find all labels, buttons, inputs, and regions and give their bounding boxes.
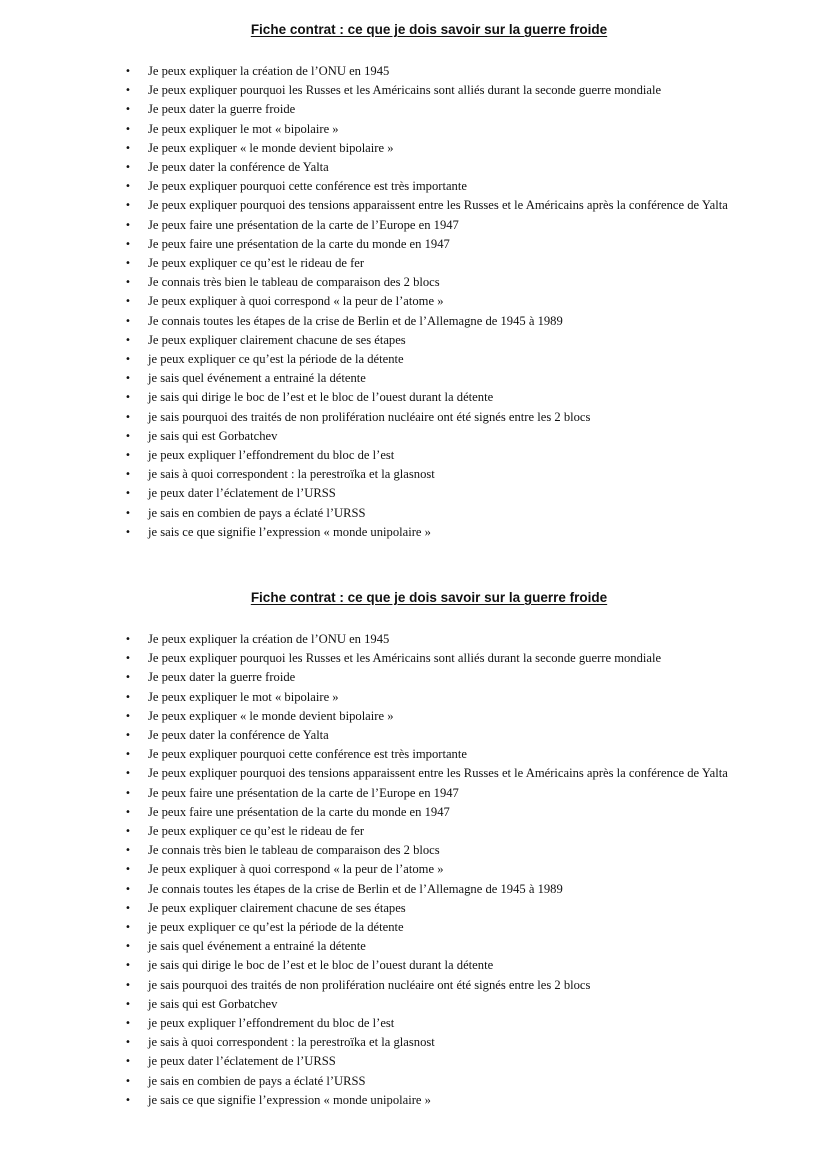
bullet-icon: • bbox=[125, 200, 131, 212]
checklist-item-text: je sais en combien de pays a éclaté l’URSS bbox=[148, 505, 366, 520]
checklist-item-text: je peux dater l’éclatement de l’URSS bbox=[148, 1054, 336, 1069]
checklist-item bbox=[0, 350, 828, 369]
bullet-icon: • bbox=[125, 469, 131, 481]
checklist-item bbox=[0, 312, 828, 331]
checklist-item-text: je sais ce que signifie l’expression « monde unipolaire » bbox=[148, 524, 431, 539]
checklist-item bbox=[0, 465, 828, 484]
checklist-item-text: je sais à quoi correspondent : la perestroïka et la glasnost bbox=[148, 467, 435, 482]
checklist-item-text: Je peux expliquer pourquoi cette conférence est très importante bbox=[148, 747, 467, 762]
checklist-item-text: Je peux expliquer pourquoi les Russes et les Américains sont alliés durant la seconde guerre mondiale bbox=[148, 83, 662, 98]
checklist bbox=[0, 630, 828, 1110]
checklist-item bbox=[0, 254, 828, 273]
checklist-item-text: je sais qui est Gorbatchev bbox=[148, 996, 278, 1011]
checklist-item-text: Je connais toutes les étapes de la crise de Berlin et de l’Allemagne de 1945 à 1989 bbox=[148, 881, 563, 896]
bullet-icon: • bbox=[125, 507, 131, 519]
checklist-item bbox=[0, 1014, 828, 1033]
checklist-item-text: je sais ce que signifie l’expression « monde unipolaire » bbox=[148, 1092, 431, 1107]
checklist-item bbox=[0, 120, 828, 139]
bullet-icon: • bbox=[125, 104, 131, 116]
bullet-icon: • bbox=[125, 998, 131, 1010]
checklist-item-text: je sais qui dirige le boc de l’est et le bloc de l’ouest durant la détente bbox=[148, 390, 494, 405]
checklist-item bbox=[0, 100, 828, 119]
checklist-item bbox=[0, 880, 828, 899]
bullet-icon: • bbox=[125, 1094, 131, 1106]
contract-sheet-2 bbox=[0, 586, 828, 1107]
bullet-icon: • bbox=[125, 430, 131, 442]
bullet-icon: • bbox=[125, 162, 131, 174]
checklist-item bbox=[0, 523, 828, 542]
checklist-item bbox=[0, 273, 828, 292]
checklist-item bbox=[0, 784, 828, 803]
bullet-icon: • bbox=[125, 672, 131, 684]
checklist-item-text: je sais pourquoi des traités de non prolifération nucléaire ont été signés entre les 2 blocs bbox=[148, 977, 591, 992]
checklist-item-text: je peux expliquer ce qu’est la période de la détente bbox=[148, 920, 404, 935]
checklist-item bbox=[0, 388, 828, 407]
checklist-item-text: Je peux expliquer pourquoi des tensions apparaissent entre les Russes et le Américains après la conférence de Yalta bbox=[148, 766, 728, 781]
checklist-item bbox=[0, 1091, 828, 1110]
checklist-item bbox=[0, 1052, 828, 1071]
checklist-item bbox=[0, 446, 828, 465]
checklist-item bbox=[0, 139, 828, 158]
bullet-icon: • bbox=[125, 1075, 131, 1087]
checklist-item-text: Je peux faire une présentation de la carte du monde en 1947 bbox=[148, 804, 450, 819]
checklist-item-text: Je peux expliquer le mot « bipolaire » bbox=[148, 121, 339, 136]
bullet-icon: • bbox=[125, 411, 131, 423]
checklist-item bbox=[0, 668, 828, 687]
checklist-item bbox=[0, 995, 828, 1014]
checklist-item bbox=[0, 688, 828, 707]
checklist-item bbox=[0, 504, 828, 523]
checklist-item-text: Je peux expliquer ce qu’est le rideau de fer bbox=[148, 256, 365, 271]
checklist-item-text: Je peux faire une présentation de la carte du monde en 1947 bbox=[148, 236, 450, 251]
bullet-icon: • bbox=[125, 960, 131, 972]
checklist-item bbox=[0, 216, 828, 235]
checklist-item-text: je sais quel événement a entrainé la détente bbox=[148, 371, 366, 386]
bullet-icon: • bbox=[125, 354, 131, 366]
bullet-icon: • bbox=[125, 864, 131, 876]
checklist-item-text: Je peux expliquer « le monde devient bipolaire » bbox=[148, 140, 394, 155]
checklist-item-text: Je peux expliquer le mot « bipolaire » bbox=[148, 689, 339, 704]
checklist-item bbox=[0, 427, 828, 446]
checklist-item bbox=[0, 937, 828, 956]
bullet-icon: • bbox=[125, 787, 131, 799]
bullet-icon: • bbox=[125, 979, 131, 991]
checklist-item bbox=[0, 918, 828, 937]
checklist-item bbox=[0, 956, 828, 975]
bullet-icon: • bbox=[125, 142, 131, 154]
bullet-icon: • bbox=[125, 768, 131, 780]
bullet-icon: • bbox=[125, 66, 131, 77]
contract-sheet-1 bbox=[0, 18, 828, 539]
sheet-title: Fiche contrat : ce que je dois savoir sur la guerre froide bbox=[250, 22, 608, 37]
checklist-item bbox=[0, 860, 828, 879]
checklist-item bbox=[0, 292, 828, 311]
bullet-icon: • bbox=[125, 123, 131, 135]
bullet-icon: • bbox=[125, 922, 131, 934]
checklist-item-text: Je connais très bien le tableau de comparaison des 2 blocs bbox=[148, 275, 440, 290]
bullet-icon: • bbox=[125, 450, 131, 462]
checklist-item-text: Je peux expliquer pourquoi des tensions apparaissent entre les Russes et le Américains après la conférence de Yalta bbox=[148, 198, 728, 213]
bullet-icon: • bbox=[125, 181, 131, 193]
checklist-item-text: je sais en combien de pays a éclaté l’URSS bbox=[148, 1073, 366, 1088]
checklist-item bbox=[0, 976, 828, 995]
checklist-item-text: Je peux expliquer clairement chacune de ses étapes bbox=[148, 900, 406, 915]
checklist-item bbox=[0, 726, 828, 745]
bullet-icon: • bbox=[125, 315, 131, 327]
checklist-item bbox=[0, 630, 828, 649]
checklist-item-text: Je peux expliquer la création de l’ONU en 1945 bbox=[148, 632, 390, 646]
bullet-icon: • bbox=[125, 749, 131, 761]
bullet-icon: • bbox=[125, 941, 131, 953]
bullet-icon: • bbox=[125, 258, 131, 270]
checklist-item-text: Je peux dater la conférence de Yalta bbox=[148, 160, 329, 175]
bullet-icon: • bbox=[125, 653, 131, 665]
checklist-item bbox=[0, 408, 828, 427]
checklist-item-text: je peux expliquer l’effondrement du bloc de l’est bbox=[148, 448, 395, 463]
checklist-item-text: Je peux faire une présentation de la carte de l’Europe en 1947 bbox=[148, 217, 459, 232]
checklist-item-text: Je peux expliquer à quoi correspond « la peur de l’atome » bbox=[148, 294, 444, 309]
checklist bbox=[0, 62, 828, 542]
checklist-item-text: Je peux expliquer pourquoi les Russes et les Américains sont alliés durant la seconde guerre mondiale bbox=[148, 651, 662, 666]
checklist-item-text: je sais qui est Gorbatchev bbox=[148, 428, 278, 443]
checklist-item-text: Je peux expliquer la création de l’ONU en 1945 bbox=[148, 64, 390, 78]
checklist-item-text: je sais pourquoi des traités de non prolifération nucléaire ont été signés entre les 2 blocs bbox=[148, 409, 591, 424]
checklist-item bbox=[0, 331, 828, 350]
bullet-icon: • bbox=[125, 902, 131, 914]
bullet-icon: • bbox=[125, 85, 131, 97]
checklist-item bbox=[0, 803, 828, 822]
checklist-item-text: Je peux expliquer ce qu’est le rideau de fer bbox=[148, 824, 365, 839]
checklist-item-text: je peux dater l’éclatement de l’URSS bbox=[148, 486, 336, 501]
checklist-item-text: Je connais toutes les étapes de la crise de Berlin et de l’Allemagne de 1945 à 1989 bbox=[148, 313, 563, 328]
bullet-icon: • bbox=[125, 277, 131, 289]
bullet-icon: • bbox=[125, 488, 131, 500]
checklist-item bbox=[0, 484, 828, 503]
checklist-item-text: Je peux expliquer clairement chacune de ses étapes bbox=[148, 332, 406, 347]
checklist-item-text: Je peux expliquer à quoi correspond « la peur de l’atome » bbox=[148, 862, 444, 877]
checklist-item-text: je sais qui dirige le boc de l’est et le bloc de l’ouest durant la détente bbox=[148, 958, 494, 973]
bullet-icon: • bbox=[125, 373, 131, 385]
bullet-icon: • bbox=[125, 806, 131, 818]
checklist-item bbox=[0, 707, 828, 726]
bullet-icon: • bbox=[125, 219, 131, 231]
checklist-item bbox=[0, 841, 828, 860]
checklist-item-text: Je peux dater la guerre froide bbox=[148, 670, 296, 685]
bullet-icon: • bbox=[125, 883, 131, 895]
bullet-icon: • bbox=[125, 691, 131, 703]
checklist-item bbox=[0, 764, 828, 783]
checklist-item-text: je sais à quoi correspondent : la perestroïka et la glasnost bbox=[148, 1035, 435, 1050]
checklist-item-text: Je peux dater la guerre froide bbox=[148, 102, 296, 117]
checklist-item bbox=[0, 745, 828, 764]
bullet-icon: • bbox=[125, 526, 131, 538]
checklist-item-text: Je peux expliquer « le monde devient bipolaire » bbox=[148, 708, 394, 723]
bullet-icon: • bbox=[125, 730, 131, 742]
bullet-icon: • bbox=[125, 634, 131, 645]
bullet-icon: • bbox=[125, 296, 131, 308]
checklist-item bbox=[0, 235, 828, 254]
checklist-item-text: je peux expliquer ce qu’est la période de la détente bbox=[148, 352, 404, 367]
bullet-icon: • bbox=[125, 392, 131, 404]
checklist-item bbox=[0, 649, 828, 668]
sheet-title: Fiche contrat : ce que je dois savoir sur la guerre froide bbox=[250, 590, 608, 605]
checklist-item-text: je peux expliquer l’effondrement du bloc de l’est bbox=[148, 1016, 395, 1031]
checklist-item-text: je sais quel événement a entrainé la détente bbox=[148, 939, 366, 954]
bullet-icon: • bbox=[125, 1056, 131, 1068]
bullet-icon: • bbox=[125, 826, 131, 838]
checklist-item-text: Je peux faire une présentation de la carte de l’Europe en 1947 bbox=[148, 785, 459, 800]
bullet-icon: • bbox=[125, 710, 131, 722]
checklist-item bbox=[0, 822, 828, 841]
checklist-item bbox=[0, 1072, 828, 1091]
bullet-icon: • bbox=[125, 334, 131, 346]
checklist-item bbox=[0, 62, 828, 81]
checklist-item bbox=[0, 899, 828, 918]
checklist-item bbox=[0, 177, 828, 196]
bullet-icon: • bbox=[125, 845, 131, 857]
bullet-icon: • bbox=[125, 1018, 131, 1030]
checklist-item bbox=[0, 196, 828, 215]
checklist-item-text: Je connais très bien le tableau de comparaison des 2 blocs bbox=[148, 843, 440, 858]
bullet-icon: • bbox=[125, 238, 131, 250]
checklist-item bbox=[0, 1033, 828, 1052]
checklist-item bbox=[0, 158, 828, 177]
checklist-item bbox=[0, 369, 828, 388]
checklist-item-text: Je peux expliquer pourquoi cette conférence est très importante bbox=[148, 179, 467, 194]
checklist-item-text: Je peux dater la conférence de Yalta bbox=[148, 728, 329, 743]
checklist-item bbox=[0, 81, 828, 100]
bullet-icon: • bbox=[125, 1037, 131, 1049]
